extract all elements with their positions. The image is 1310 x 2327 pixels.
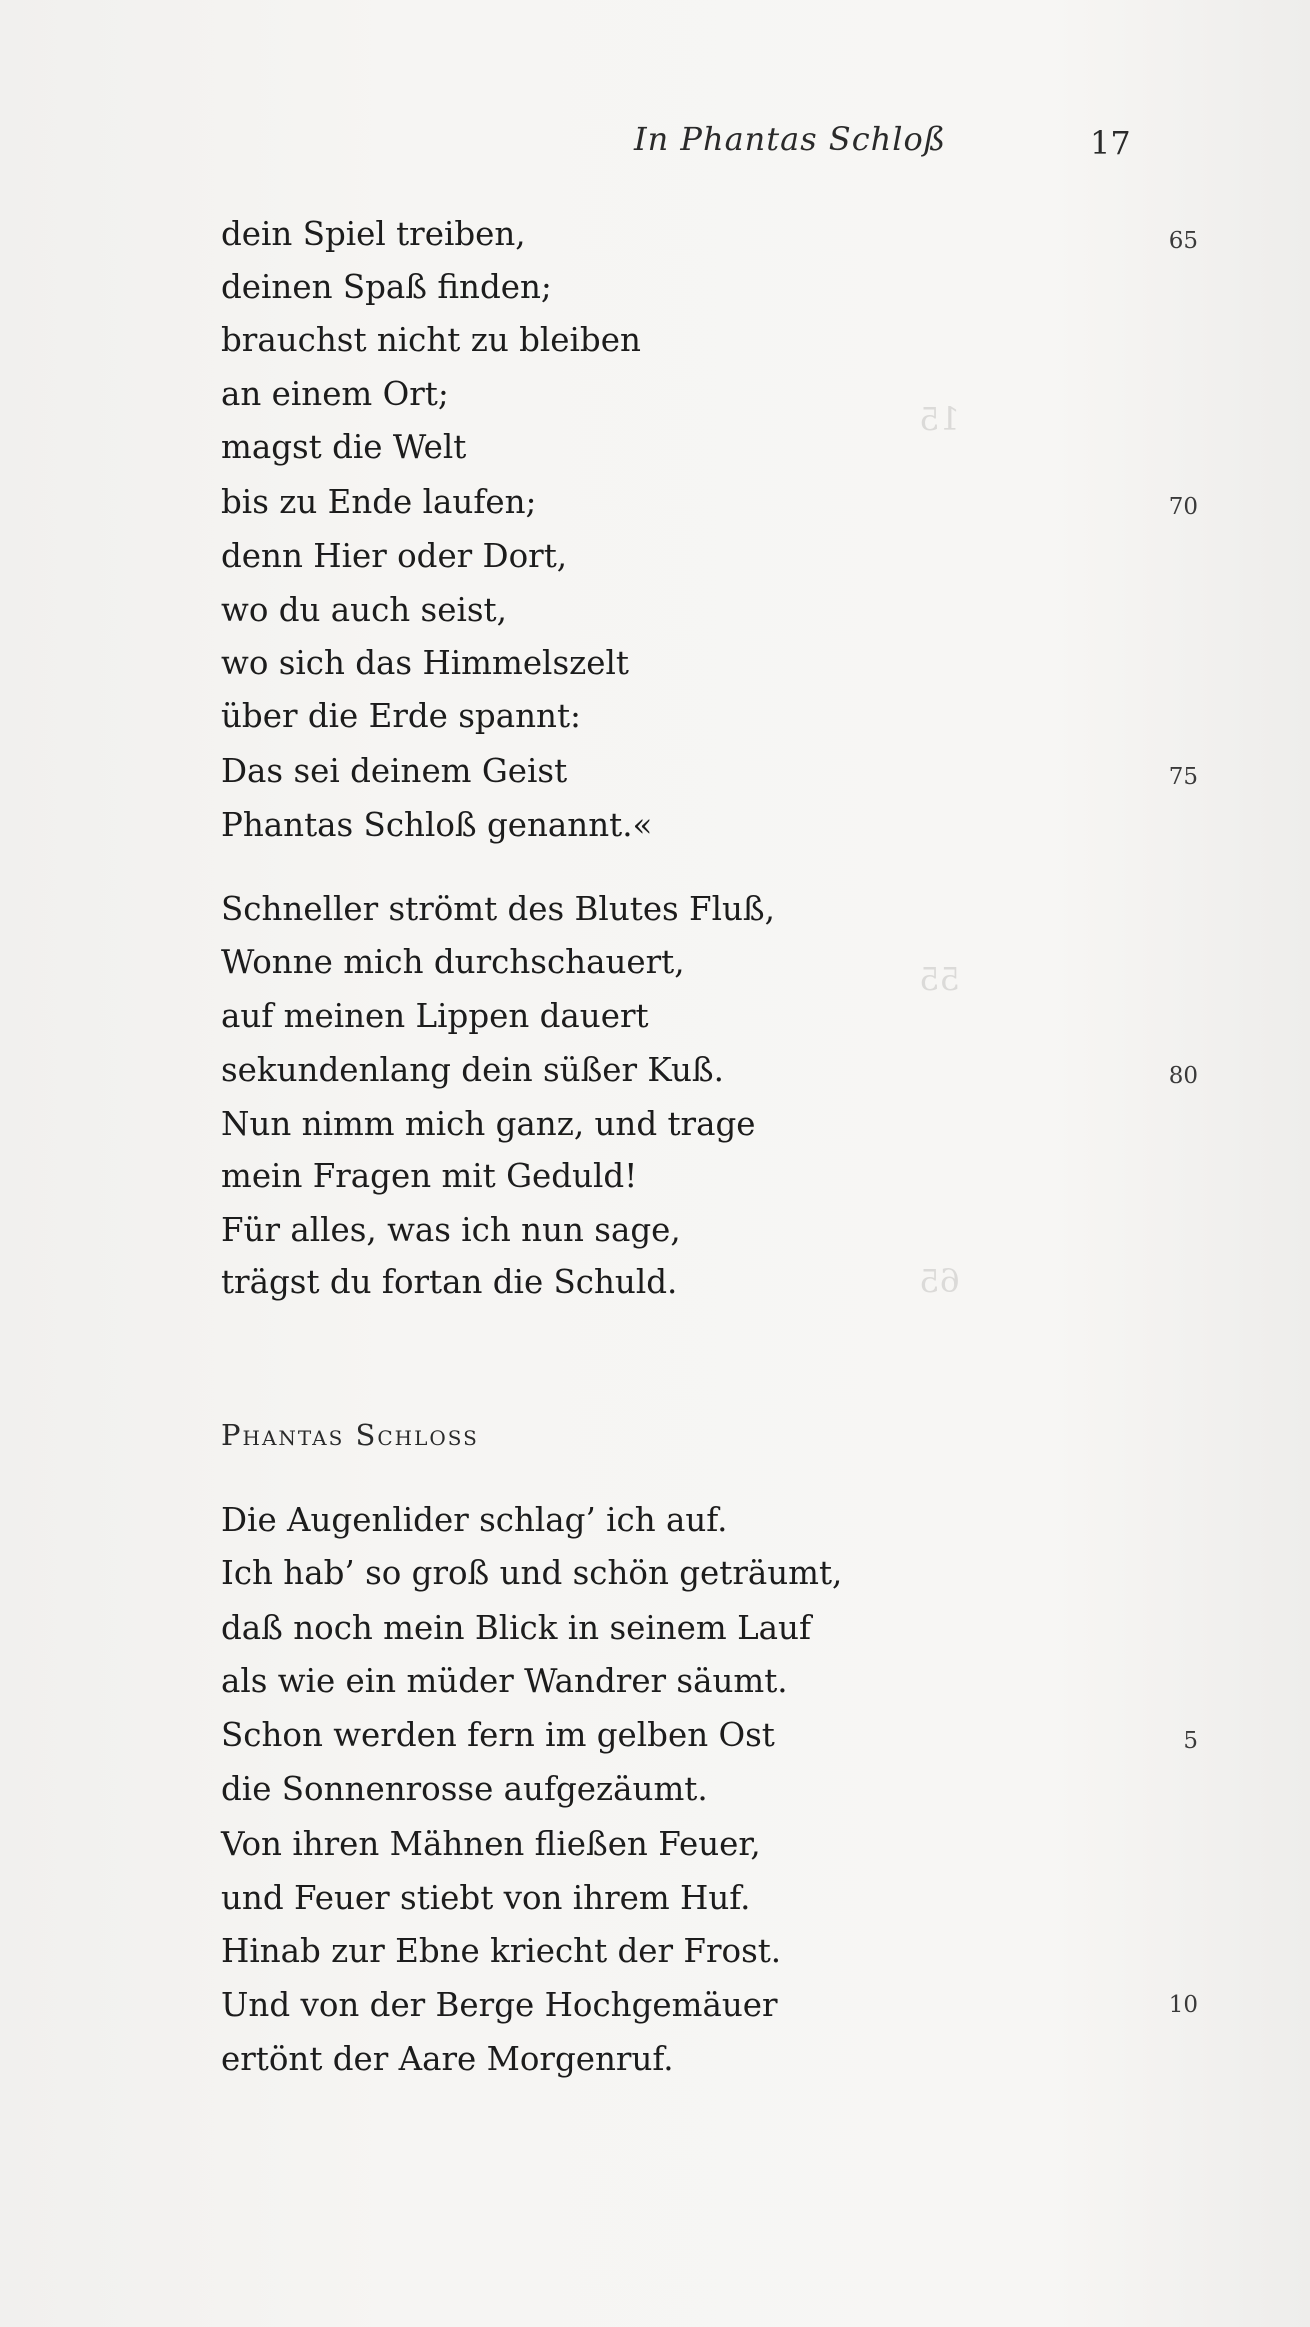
verse-line: mein Fragen mit Geduld! bbox=[221, 1157, 638, 1195]
bleed-through: 15 bbox=[919, 400, 960, 438]
bleed-through: 55 bbox=[919, 960, 960, 998]
line-number: 5 bbox=[1183, 1728, 1198, 1754]
line-number: 70 bbox=[1168, 494, 1198, 520]
verse-line: Wonne mich durchschauert, bbox=[221, 943, 685, 981]
verse-line: wo du auch seist, bbox=[221, 591, 507, 629]
verse-line: dein Spiel treiben, bbox=[221, 215, 526, 253]
section-heading: Phantas Schloss bbox=[221, 1418, 479, 1452]
running-title: In Phantas Schloß bbox=[634, 120, 947, 158]
line-number: 75 bbox=[1168, 764, 1198, 790]
verse-line: Für alles, was ich nun sage, bbox=[221, 1211, 681, 1249]
verse-line: Phantas Schloß genannt.« bbox=[221, 806, 653, 844]
verse-line: an einem Ort; bbox=[221, 375, 449, 413]
verse-line: und Feuer stiebt von ihrem Huf. bbox=[221, 1879, 751, 1917]
verse-line: wo sich das Himmelszelt bbox=[221, 644, 629, 682]
verse-line: Ich hab’ so groß und schön geträumt, bbox=[221, 1554, 843, 1592]
line-number: 80 bbox=[1168, 1063, 1198, 1089]
verse-line: denn Hier oder Dort, bbox=[221, 537, 568, 575]
verse-line: brauchst nicht zu bleiben bbox=[221, 321, 641, 359]
verse-line: deinen Spaß finden; bbox=[221, 268, 552, 306]
verse-line: Die Augenlider schlag’ ich auf. bbox=[221, 1501, 728, 1539]
verse-line: trägst du fortan die Schuld. bbox=[221, 1263, 678, 1301]
verse-line: daß noch mein Blick in seinem Lauf bbox=[221, 1609, 811, 1647]
verse-line: Hinab zur Ebne kriecht der Frost. bbox=[221, 1932, 782, 1970]
verse-line: auf meinen Lippen dauert bbox=[221, 997, 649, 1035]
verse-line: ertönt der Aare Morgenruf. bbox=[221, 2040, 674, 2078]
verse-line: Und von der Berge Hochgemäuer bbox=[221, 1986, 778, 2024]
verse-line: Das sei deinem Geist bbox=[221, 752, 568, 790]
line-number: 65 bbox=[1168, 228, 1198, 254]
verse-line: magst die Welt bbox=[221, 428, 467, 466]
verse-line: als wie ein müder Wandrer säumt. bbox=[221, 1662, 788, 1700]
page-number: 17 bbox=[1090, 124, 1131, 162]
verse-line: Von ihren Mähnen fließen Feuer, bbox=[221, 1825, 761, 1863]
verse-line: über die Erde spannt: bbox=[221, 697, 581, 735]
verse-line: Schon werden fern im gelben Ost bbox=[221, 1716, 775, 1754]
verse-line: bis zu Ende laufen; bbox=[221, 483, 537, 521]
line-number: 10 bbox=[1168, 1992, 1198, 2018]
verse-line: Schneller strömt des Blutes Fluß, bbox=[221, 890, 775, 928]
verse-line: sekundenlang dein süßer Kuß. bbox=[221, 1051, 724, 1089]
bleed-through: 65 bbox=[919, 1262, 960, 1300]
verse-line: Nun nimm mich ganz, und trage bbox=[221, 1105, 756, 1143]
verse-line: die Sonnenrosse aufgezäumt. bbox=[221, 1770, 708, 1808]
